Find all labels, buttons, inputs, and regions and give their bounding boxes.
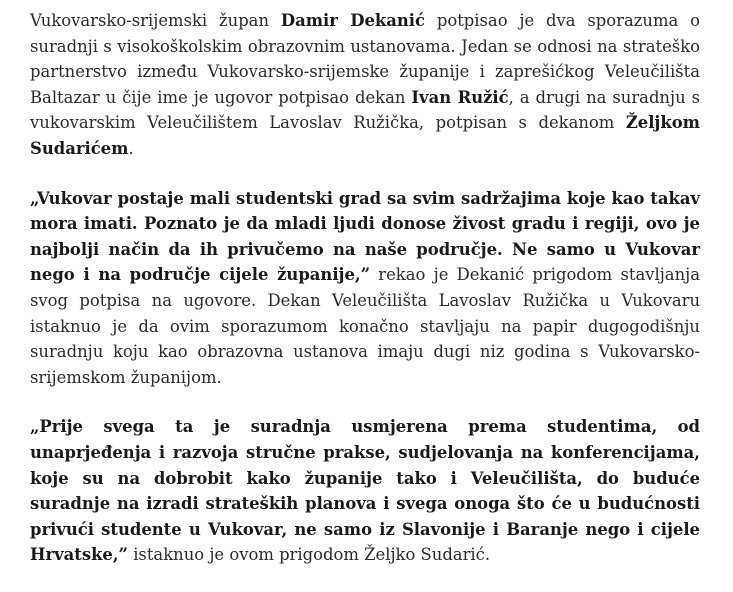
name-ivan-ruzic: Ivan Ružić [411,87,509,107]
intro-text-2: potpisao je dva sporazuma o suradnji s visokoškolskim obrazovnim ustanovama. Jedan se odnosi na strateško partnerstvo između Vukovarsko-srijemske županije i zaprešićkog Veleučilišta Baltazar u čije ime je ugovor potpisao dekan [30,11,700,107]
quote-sudaric-attribution: istaknuo je ovom prigodom Željko Sudarić. [127,545,491,565]
name-damir-dekanic: Damir Dekanić [280,11,425,30]
intro-text-1: Vukovarsko-srijemski župan [30,11,281,30]
name-zeljko-sudaric: Željkom Sudarićem [30,113,700,158]
intro-text-4: . [128,138,134,158]
paragraph-intro [30,8,700,162]
quote-dekanic-attribution: rekao je Dekanić prigodom stavljanja svog potpisa na ugovore. Dekan Veleučilišta Lavoslav Ružička u Vukovaru istaknuo je da ovim sporazumom konačno stavljaju na papir dugogodišnju suradnju koju kao obrazovna ustanova imaju dugi niz godina s Vukovarsko-srijemskom županijom. [30,265,700,387]
quote-dekanic: „Vukovar postaje mali studentski grad sa svim sadržajima koje kao takav mora imati. Poznato je da mladi ljudi donose živost gradu i regiji, ovo je najbolji način da ih privučemo na naše područje. Ne samo u Vukovar nego i na područje cijele županije,” [30,188,700,285]
intro-text-3: , a drugi na suradnju s vukovarskim Veleučilištem Lavoslav Ružička, potpisan s dekanom [30,87,700,133]
paragraph-sudaric-quote [30,414,700,568]
article-body [30,8,700,592]
paragraph-dekanic-quote [30,186,700,391]
quote-sudaric: „Prije svega ta je suradnja usmjerena prema studentima, od unaprjeđenja i razvoja stručne prakse, sudjelovanja na konferencijama, koje su na dobrobit kako županije tako i Veleučilišta, do buduće suradnje na izradi strateških planova i svega onoga što će u budućnosti privući studente u Vukovar, ne samo iz Slavonije i Baranje nego i cijele Hrvatske,” [30,417,700,565]
